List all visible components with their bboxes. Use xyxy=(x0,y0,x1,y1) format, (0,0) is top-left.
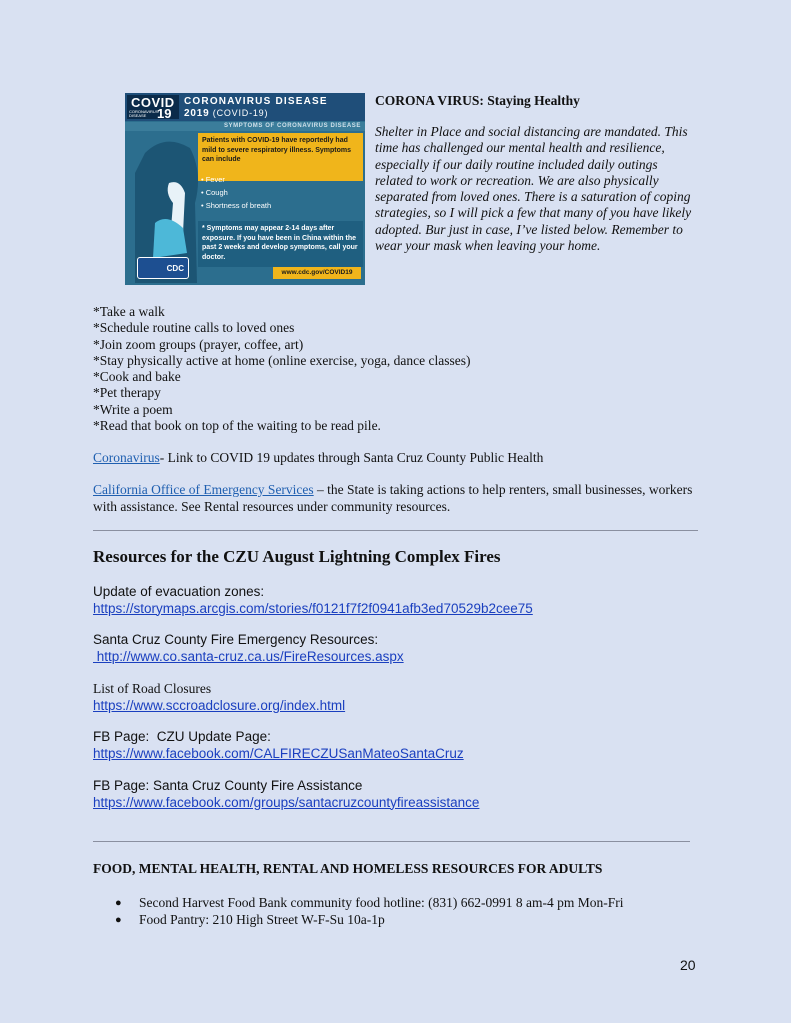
resource-fire-assistance-fb: FB Page: Santa Cruz County Fire Assistance https://www.facebook.com/groups/santacruzcountyfireassistance xyxy=(93,778,480,810)
tip-item: *Stay physically active at home (online exercise, yoga, dance classes) xyxy=(93,352,471,368)
resource-fire-emergency: Santa Cruz County Fire Emergency Resources: http://www.co.santa-cruz.ca.us/FireResources.aspx xyxy=(93,632,404,664)
czu-facebook-link[interactable]: https://www.facebook.com/CALFIRECZUSanMateoSantaCruz xyxy=(93,745,464,761)
covid19-logo: COVID 19 CORONAVIRUS DISEASE xyxy=(127,95,179,119)
graphic-subtitle: 2019 (COVID-19) xyxy=(184,108,269,119)
page-number: 20 xyxy=(680,957,696,973)
tip-item: *Cook and bake xyxy=(93,369,181,385)
fires-heading: Resources for the CZU August Lightning Complex Fires xyxy=(93,547,501,566)
resource-evacuation: Update of evacuation zones: https://storymaps.arcgis.com/stories/f0121f7f2f0941afb3ed70529b2cee75 xyxy=(93,584,533,616)
caloes-link[interactable]: California Office of Emergency Services xyxy=(93,482,314,497)
tip-item: *Read that book on top of the waiting to be read pile. xyxy=(93,418,381,434)
food-bullets xyxy=(115,895,623,928)
fire-assistance-facebook-link[interactable]: https://www.facebook.com/groups/santacruzcountyfireassistance xyxy=(93,794,480,810)
tips-list xyxy=(93,304,471,434)
intro-title: CORONA VIRUS: Staying Healthy xyxy=(375,93,580,108)
divider xyxy=(93,530,698,531)
graphic-symptom-list: • Fever • Cough • Shortness of breath xyxy=(201,175,272,210)
coronavirus-link[interactable]: Coronavirus xyxy=(93,450,160,465)
list-item: ● Food Pantry: 210 High Street W-F-Su 10a-1p xyxy=(115,912,623,929)
graphic-title: CORONAVIRUS DISEASE xyxy=(184,96,328,107)
tip-item: *Write a poem xyxy=(93,401,173,417)
graphic-band: SYMPTOMS OF CORONAVIRUS DISEASE xyxy=(125,122,365,131)
graphic-symptoms-box: Patients with COVID-19 have reportedly had mild to severe respiratory illness. Symptoms can include xyxy=(198,133,363,181)
list-item: ● Second Harvest Food Bank community food hotline: (831) 662-0991 8 am-4 pm Mon-Fri xyxy=(115,895,623,912)
food-heading: FOOD, MENTAL HEALTH, RENTAL AND HOMELESS RESOURCES FOR ADULTS xyxy=(93,861,603,876)
covid-symptoms-graphic xyxy=(125,93,365,285)
tip-item: *Take a walk xyxy=(93,304,165,319)
evacuation-zones-link[interactable]: https://storymaps.arcgis.com/stories/f0121f7f2f0941afb3ed70529b2cee75 xyxy=(93,600,533,616)
tip-item: *Join zoom groups (prayer, coffee, art) xyxy=(93,336,304,352)
caloes-paragraph: California Office of Emergency Services – the State is taking actions to help renters, small businesses, workers with assistance. See Rental resources under community resources. xyxy=(93,482,693,514)
resource-czu-fb: FB Page: CZU Update Page: https://www.facebook.com/CALFIRECZUSanMateoSantaCruz xyxy=(93,729,464,761)
fire-resources-link[interactable]: http://www.co.santa-cruz.ca.us/FireResources.aspx xyxy=(93,648,404,664)
coronavirus-paragraph: Coronavirus- Link to COVID 19 updates through Santa Cruz County Public Health xyxy=(93,450,544,465)
graphic-exposure-note: * Symptoms may appear 2-14 days after exposure. If you have been in China within the past 2 weeks and develop symptoms, call your doctor. xyxy=(198,221,363,267)
graphic-url: www.cdc.gov/COVID19 xyxy=(273,267,361,279)
road-closures-link[interactable]: https://www.sccroadclosure.org/index.html xyxy=(93,697,346,713)
tip-item: *Schedule routine calls to loved ones xyxy=(93,320,295,336)
divider xyxy=(93,841,690,842)
resource-road-closures: List of Road Closures https://www.sccroadclosure.org/index.html xyxy=(93,681,346,713)
tip-item: *Pet therapy xyxy=(93,385,161,401)
intro-body: Shelter in Place and social distancing are mandated. This time has challenged our mental health and resilience, especially if our daily routine included daily outings related to work or recreation. We are also physically separated from loved ones. There is a saturation of coping strategies, so I will pick a few that many of you have likely adopted. Bur just in case, I’ve listed below. Remember to wear your mask when leaving your home. xyxy=(375,124,692,254)
cdc-logo: CDC xyxy=(137,257,189,279)
